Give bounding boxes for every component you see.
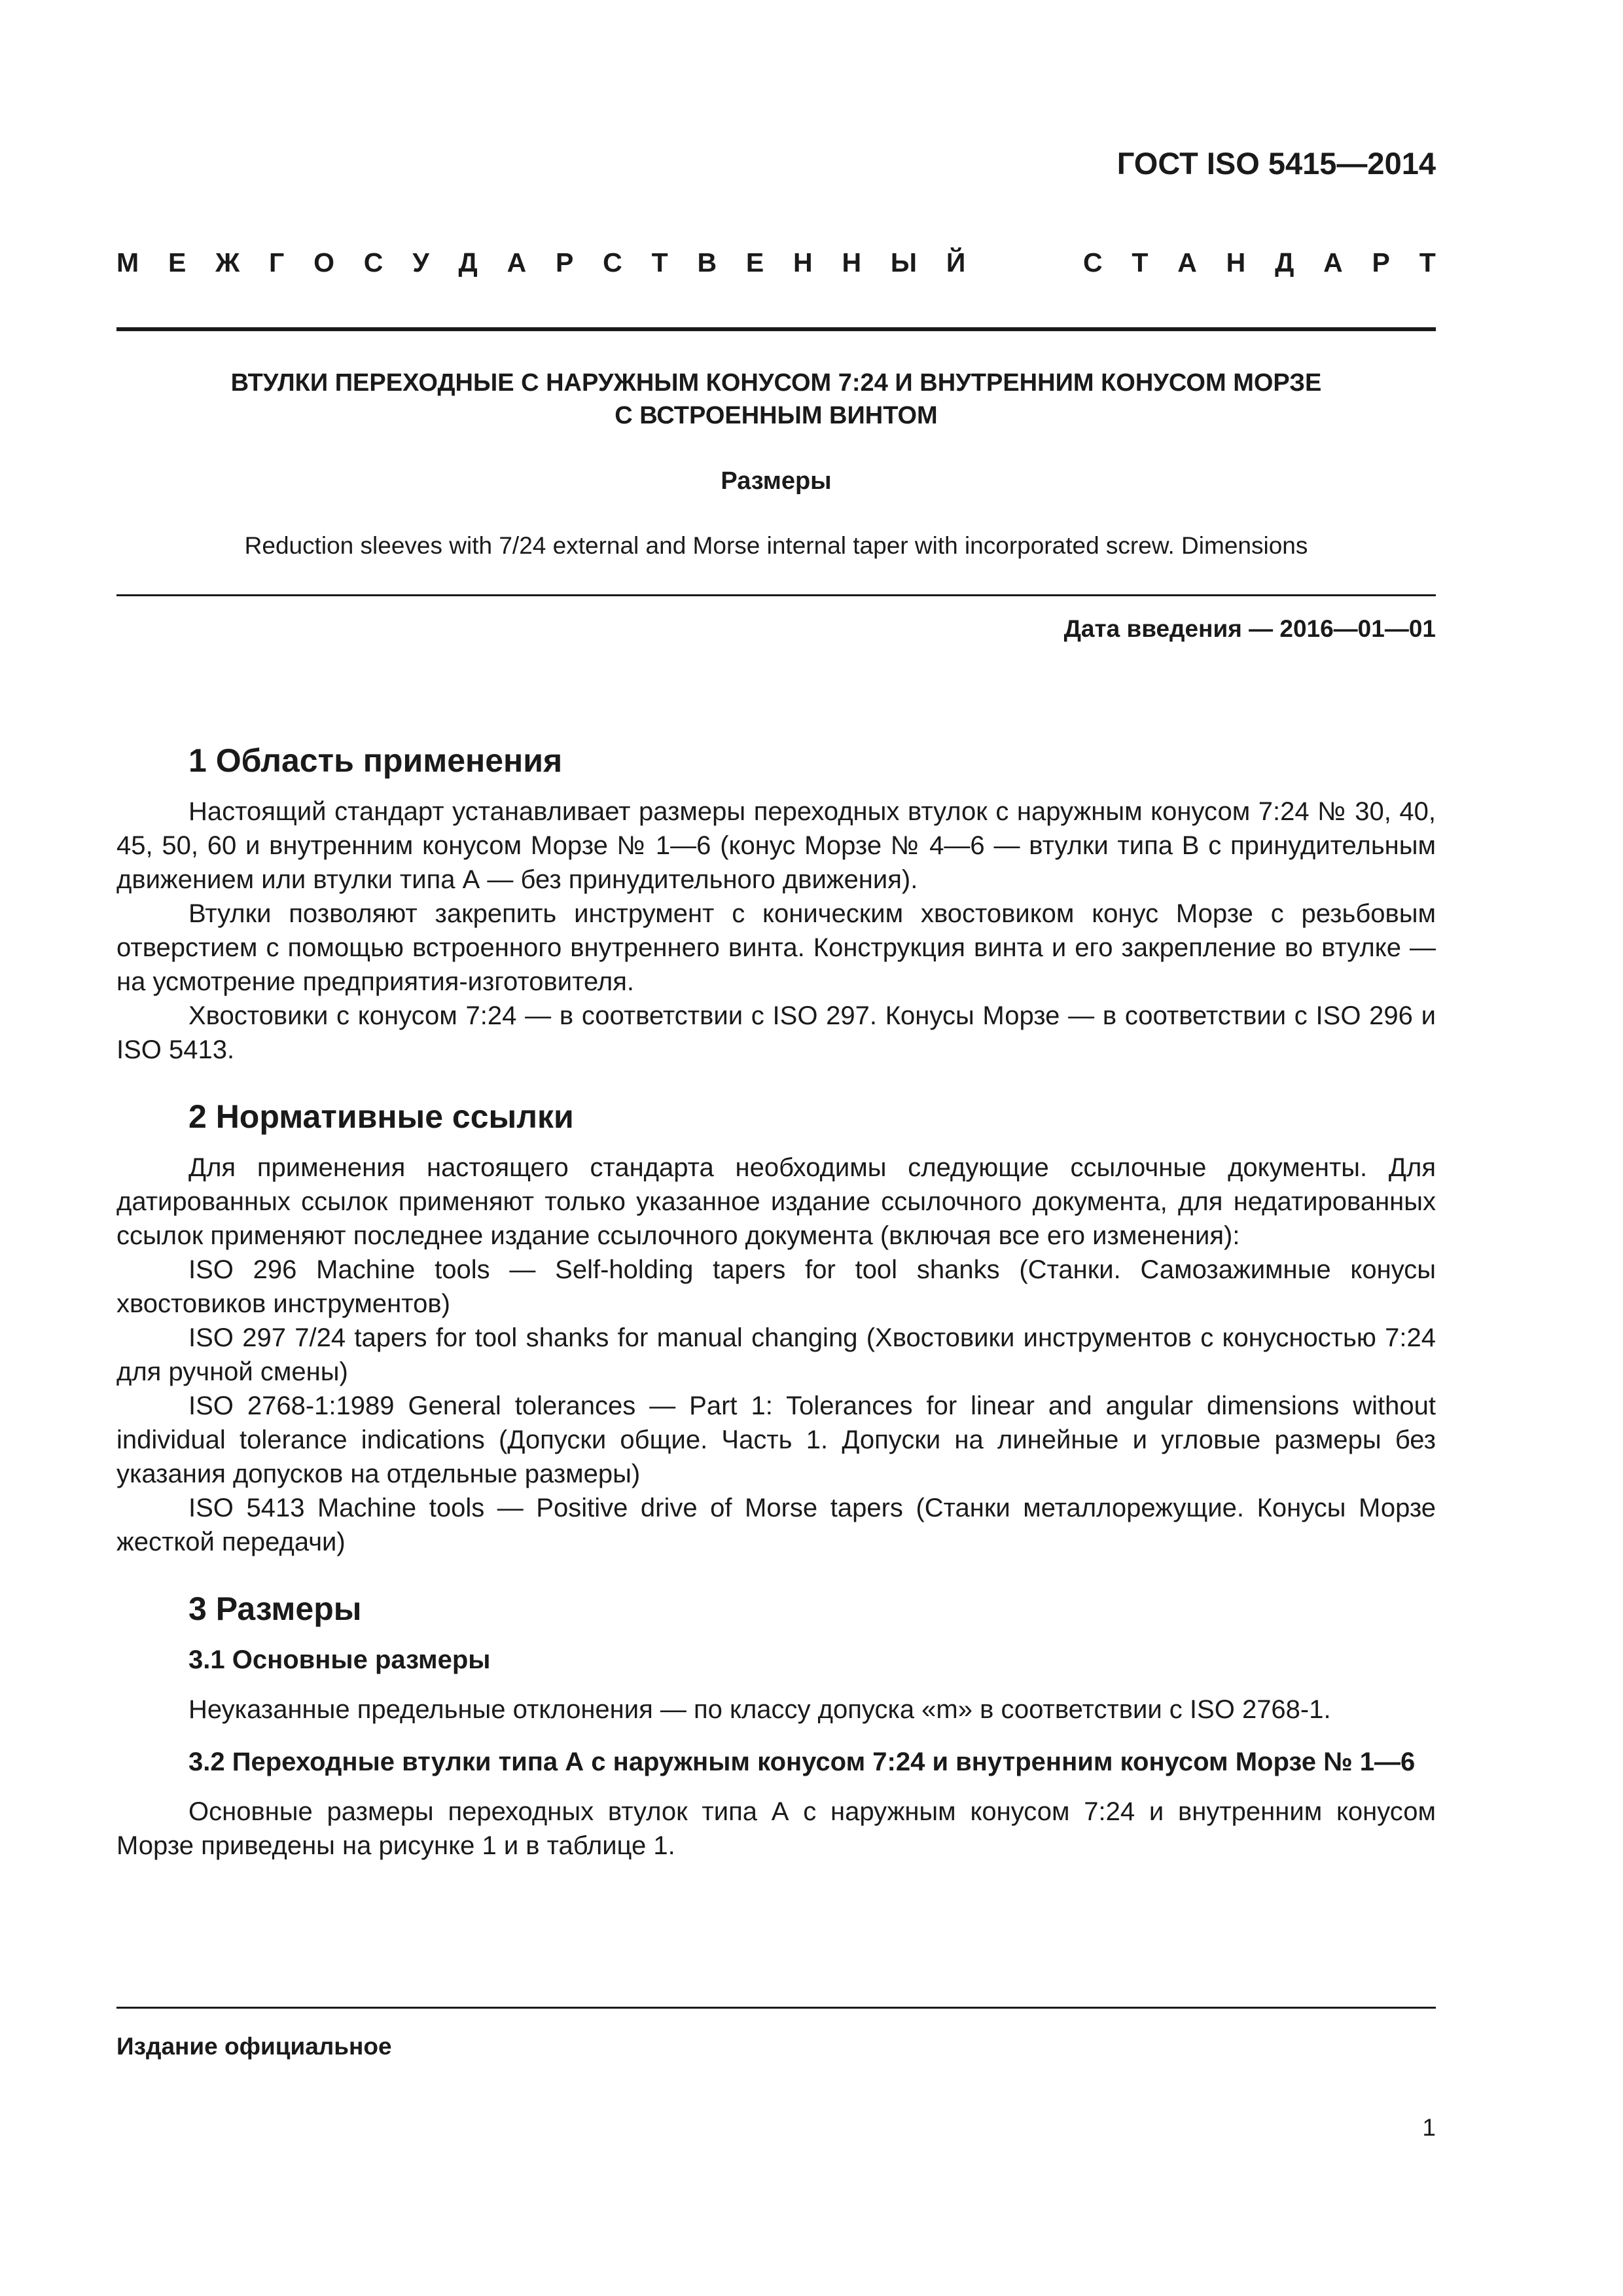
document-subtitle: Размеры	[721, 467, 832, 495]
section-heading: 2 Нормативные ссылки	[188, 1098, 574, 1135]
paragraph: Основные размеры переходных втулок типа А с наружным конусом 7:24 и внутренним конусом Морзе приведены на рисунке 1 и в таблице 1.	[116, 1797, 1436, 1860]
spaced-letter: А	[1323, 247, 1343, 278]
section-scope	[116, 740, 1436, 1067]
reference-item: ISO 2768-1:1989 General tolerances — Part 1: Tolerances for linear and angular dimensions without individual tolerance indications (Допуски общие. Часть 1. Допуски на линейные и угловые размеры без указания допусков на отдельные размеры)	[116, 1391, 1436, 1488]
spaced-letter: Е	[168, 247, 187, 278]
section-dimensions	[116, 1588, 1436, 1863]
subsection-heading: 3.1 Основные размеры	[188, 1645, 491, 1674]
spaced-letter: Е	[745, 247, 764, 278]
spaced-letter: Т	[651, 247, 668, 278]
reference-item: ISO 297 7/24 tapers for tool shanks for manual changing (Хвостовики инструментов с конусностью 7:24 для ручной смены)	[116, 1323, 1436, 1386]
subsection-type-a-sleeves	[116, 1745, 1436, 1863]
document-title	[116, 367, 1436, 432]
subsection-basic-dimensions	[116, 1643, 1436, 1727]
spaced-letter: Р	[556, 247, 574, 278]
paragraph: Неуказанные предельные отклонения — по классу допуска «m» в соответствии с ISO 2768-1.	[188, 1695, 1331, 1724]
section-heading: 3 Размеры	[188, 1590, 362, 1627]
spaced-letter: С	[363, 247, 383, 278]
spaced-letter: М	[116, 247, 139, 278]
title-line-1: ВТУЛКИ ПЕРЕХОДНЫЕ С НАРУЖНЫМ КОНУСОМ 7:24 И ВНУТРЕННИМ КОНУСОМ МОРЗЕ	[230, 369, 1322, 397]
spaced-letter: Т	[1132, 247, 1149, 278]
introduction-date: Дата введения — 2016—01—01	[1063, 615, 1436, 642]
spaced-letter: Д	[458, 247, 478, 278]
english-title: Reduction sleeves with 7/24 external and Morse internal taper with incorporated screw. Dimensions	[244, 532, 1308, 559]
subsection-heading: 3.2 Переходные втулки типа А с наружным конусом 7:24 и внутренним конусом Морзе № 1—6	[188, 1748, 1416, 1776]
spaced-letter: Р	[1372, 247, 1390, 278]
official-edition-label: Издание официальное	[116, 2033, 392, 2060]
spaced-letter: Д	[1275, 247, 1294, 278]
spaced-letter: С	[603, 247, 622, 278]
interstate-standard-heading	[116, 247, 1436, 278]
section-normative-references	[116, 1096, 1436, 1559]
spaced-letter: Н	[793, 247, 813, 278]
reference-item: ISO 5413 Machine tools — Positive drive of Morse tapers (Станки металлорежущие. Конусы Морзе жесткой передачи)	[116, 1494, 1436, 1556]
footer-divider	[116, 2007, 1436, 2009]
spaced-letter: Й	[946, 247, 966, 278]
spaced-letter: У	[412, 247, 429, 278]
main-content	[116, 740, 1436, 1892]
spaced-letter: А	[1177, 247, 1197, 278]
title-line-2: С ВСТРОЕННЫМ ВИНТОМ	[615, 402, 938, 429]
spaced-letter: Т	[1419, 247, 1436, 278]
paragraph: Настоящий стандарт устанавливает размеры переходных втулок с наружным конусом 7:24 № 30, 40, 45, 50, 60 и внутренним конусом Морзе № 1—6 (конус Морзе № 4—6 — втулки типа В с принудительным движением или втулки типа А — без принудительного движения).	[116, 797, 1436, 894]
word-gap	[995, 247, 1054, 278]
spaced-letter: А	[507, 247, 527, 278]
spaced-letter: С	[1082, 247, 1103, 278]
section-heading: 1 Область применения	[188, 742, 563, 779]
paragraph: Для применения настоящего стандарта необходимы следующие ссылочные документы. Для датированных ссылок применяют только указанное издание ссылочного документа, для недатированных ссылок применяют последнее издание ссылочного документа (включая все его изменения):	[116, 1153, 1436, 1250]
spaced-letter: Г	[269, 247, 285, 278]
spaced-letter: Ж	[215, 247, 240, 278]
header-divider-thick	[116, 327, 1436, 331]
spaced-letter: Ы	[890, 247, 918, 278]
spaced-letter: Н	[1226, 247, 1246, 278]
spaced-letter: О	[313, 247, 334, 278]
document-id: ГОСТ ISO 5415—2014	[1116, 146, 1436, 181]
reference-item: ISO 296 Machine tools — Self-holding tapers for tool shanks (Станки. Самозажимные конусы хвостовиков инструментов)	[116, 1255, 1436, 1318]
page-number: 1	[1422, 2114, 1436, 2141]
spaced-letter: Н	[842, 247, 862, 278]
paragraph: Хвостовики с конусом 7:24 — в соответствии с ISO 297. Конусы Морзе — в соответствии с ISO 296 и ISO 5413.	[116, 1001, 1436, 1064]
paragraph: Втулки позволяют закрепить инструмент с коническим хвостовиком конус Морзе с резьбовым отверстием с помощью встроенного внутреннего винта. Конструкция винта и его закрепление во втулке — на усмотрение предприятия-изготовителя.	[116, 899, 1436, 996]
title-divider	[116, 594, 1436, 596]
spaced-letter: В	[697, 247, 717, 278]
